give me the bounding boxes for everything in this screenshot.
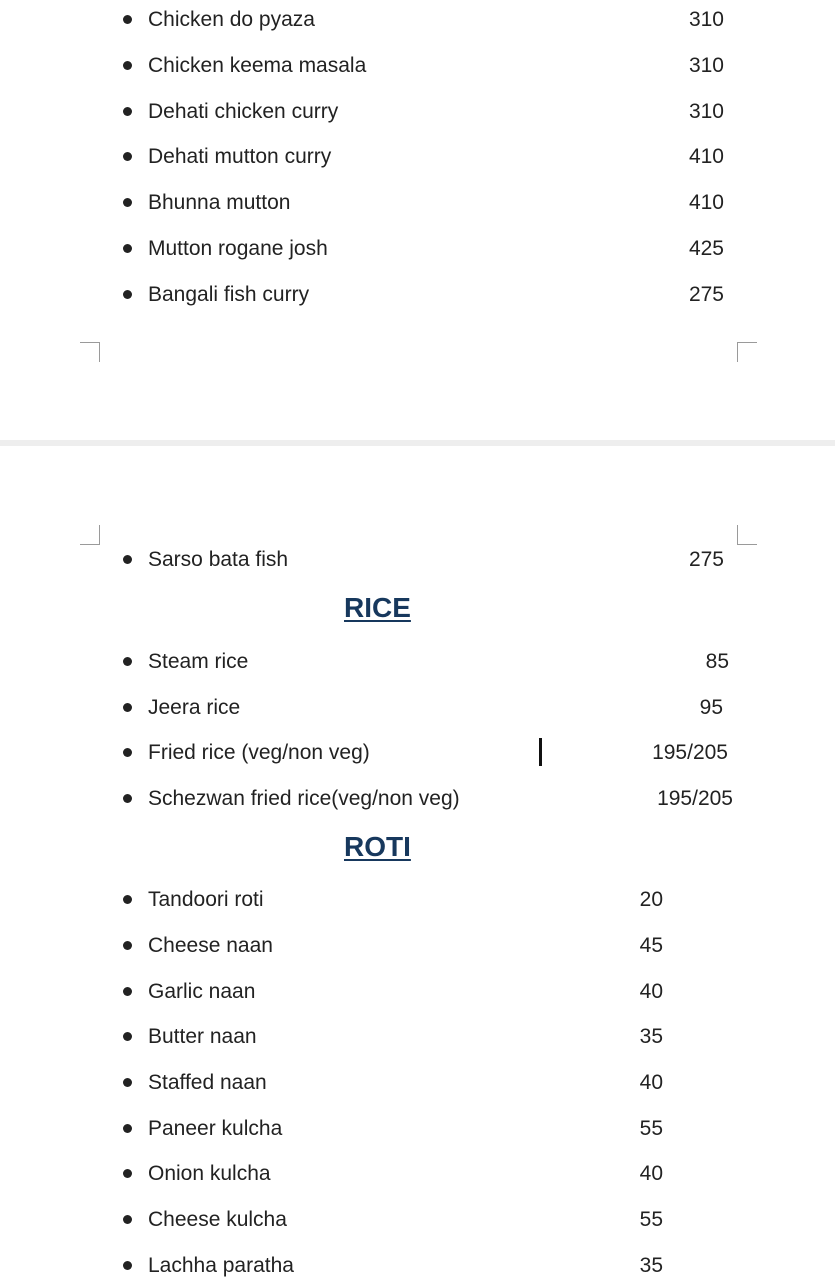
section-heading-roti: ROTI (344, 831, 411, 862)
bullet (123, 794, 132, 803)
item-price: 40 (639, 1071, 663, 1094)
item-price: 425 (688, 237, 724, 260)
bullet (123, 244, 132, 253)
menu-item (0, 233, 835, 263)
item-name: Dehati mutton curry (148, 145, 332, 168)
item-name: Onion kulcha (148, 1162, 271, 1185)
bullet (123, 290, 132, 299)
item-price: 35 (639, 1254, 663, 1277)
menu-item (0, 783, 835, 813)
item-price: 40 (639, 980, 663, 1003)
margin-corner-mark (737, 525, 757, 545)
menu-item (0, 930, 835, 960)
item-name: Cheese naan (148, 934, 273, 957)
item-price: 45 (639, 934, 663, 957)
item-price: 95 (699, 696, 723, 719)
bullet (123, 1215, 132, 1224)
item-name: Steam rice (148, 650, 249, 673)
bullet (123, 61, 132, 70)
item-price: 55 (639, 1117, 663, 1140)
item-name: Butter naan (148, 1025, 257, 1048)
menu-item (0, 1021, 835, 1051)
item-price: 195/205 (657, 787, 733, 810)
menu-item (0, 4, 835, 34)
document-page-1 (0, 0, 835, 440)
item-name: Fried rice (veg/non veg) (148, 741, 370, 764)
item-price: 20 (639, 888, 663, 911)
item-price: 310 (688, 8, 724, 31)
menu-item (0, 1250, 835, 1280)
bullet (123, 15, 132, 24)
menu-item (0, 1158, 835, 1188)
menu-item (0, 884, 835, 914)
bullet (123, 703, 132, 712)
bullet (123, 941, 132, 950)
margin-corner-mark (80, 342, 100, 362)
item-price: 275 (688, 548, 724, 571)
menu-item (0, 1204, 835, 1234)
item-price: 310 (688, 100, 724, 123)
menu-item (0, 187, 835, 217)
item-price: 55 (639, 1208, 663, 1231)
menu-item (0, 1067, 835, 1097)
margin-corner-mark (737, 342, 757, 362)
item-name: Sarso bata fish (148, 548, 289, 571)
bullet (123, 1032, 132, 1041)
bullet (123, 1124, 132, 1133)
bullet (123, 107, 132, 116)
text-cursor (539, 738, 542, 766)
item-name: Chicken do pyaza (148, 8, 315, 31)
item-price: 310 (688, 54, 724, 77)
item-name: Chicken keema masala (148, 54, 367, 77)
menu-item (0, 96, 835, 126)
item-price: 410 (688, 191, 724, 214)
item-name: Paneer kulcha (148, 1117, 283, 1140)
menu-item (0, 279, 835, 309)
bullet (123, 1261, 132, 1270)
document-page-2 (0, 446, 835, 1280)
item-name: Bangali fish curry (148, 283, 310, 306)
item-name: Tandoori roti (148, 888, 264, 911)
bullet (123, 748, 132, 757)
bullet (123, 555, 132, 564)
menu-item (0, 737, 835, 767)
item-name: Bhunna mutton (148, 191, 291, 214)
item-price: 410 (688, 145, 724, 168)
menu-item (0, 646, 835, 676)
item-price: 275 (688, 283, 724, 306)
item-price: 195/205 (652, 741, 728, 764)
item-name: Dehati chicken curry (148, 100, 339, 123)
bullet (123, 1169, 132, 1178)
item-name: Lachha paratha (148, 1254, 294, 1277)
item-name: Schezwan fried rice(veg/non veg) (148, 787, 460, 810)
item-price: 35 (639, 1025, 663, 1048)
bullet (123, 152, 132, 161)
menu-item (0, 544, 835, 574)
item-price: 85 (705, 650, 729, 673)
menu-item (0, 1113, 835, 1143)
menu-item (0, 50, 835, 80)
bullet (123, 657, 132, 666)
section-heading-rice: RICE (344, 592, 411, 623)
menu-item (0, 141, 835, 171)
menu-item (0, 692, 835, 722)
bullet (123, 198, 132, 207)
item-name: Garlic naan (148, 980, 256, 1003)
item-name: Staffed naan (148, 1071, 267, 1094)
item-price: 40 (639, 1162, 663, 1185)
bullet (123, 895, 132, 904)
menu-item (0, 976, 835, 1006)
bullet (123, 1078, 132, 1087)
item-name: Mutton rogane josh (148, 237, 328, 260)
bullet (123, 987, 132, 996)
item-name: Jeera rice (148, 696, 241, 719)
margin-corner-mark (80, 525, 100, 545)
item-name: Cheese kulcha (148, 1208, 287, 1231)
